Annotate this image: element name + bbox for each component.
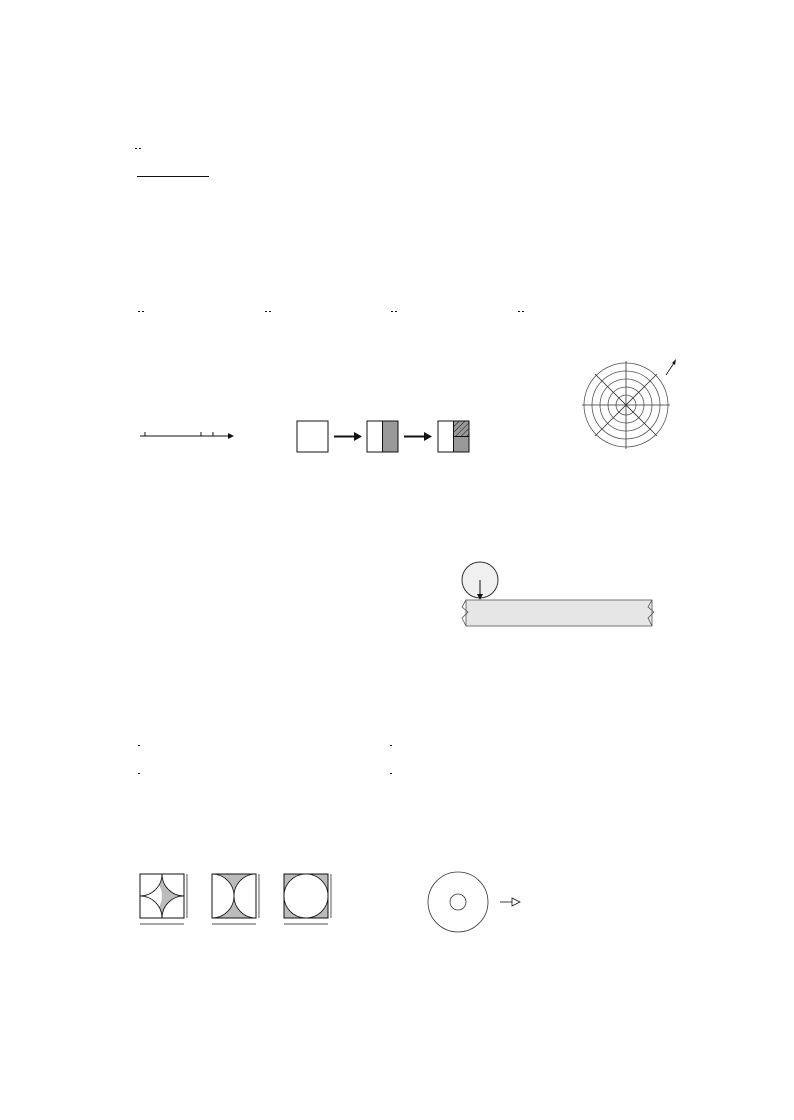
fraction: [391, 311, 393, 312]
annulus-figure: [424, 868, 684, 934]
q14-option-b[interactable]: [264, 301, 272, 321]
fraction: [138, 745, 140, 746]
fraction: [139, 148, 141, 149]
fraction: [269, 311, 271, 312]
q14-option-a[interactable]: [137, 301, 145, 321]
fraction: [390, 745, 392, 746]
numerator: [138, 745, 140, 746]
numerator: [390, 745, 392, 746]
fraction: [518, 311, 520, 312]
numerator: [135, 148, 137, 149]
q18-stem: [112, 638, 134, 658]
q13-stem: [112, 229, 134, 249]
fraction: [138, 773, 140, 774]
q16-stem: [112, 476, 134, 496]
q12-line2: [137, 163, 209, 183]
numerator: [395, 311, 397, 312]
shaded-area-figure: [136, 868, 336, 934]
fraction: [138, 311, 140, 312]
q19-option-b[interactable]: [389, 735, 393, 755]
fraction: [135, 148, 137, 149]
fraction: [395, 311, 397, 312]
q15-stem: [112, 329, 134, 349]
fraction: [390, 773, 392, 774]
fraction: [142, 311, 144, 312]
numerator: [265, 311, 267, 312]
q19-option-a[interactable]: [137, 735, 141, 755]
q14-option-d[interactable]: [517, 301, 525, 321]
numerator: [391, 311, 393, 312]
answer-blank[interactable]: [137, 164, 173, 177]
ruler-circle-figure: [456, 560, 658, 632]
numerator: [522, 311, 524, 312]
q14-option-c[interactable]: [390, 301, 398, 321]
q20-stem: [112, 796, 134, 816]
airport-position-figure: [576, 355, 682, 455]
numerator: [390, 773, 392, 774]
numerator: [269, 311, 271, 312]
paper-folding-figure: [296, 420, 476, 454]
numerator: [518, 311, 520, 312]
q19-option-d[interactable]: [389, 763, 393, 783]
q19-option-c[interactable]: [137, 763, 141, 783]
q12-line1: [112, 138, 142, 158]
q14-stem: [112, 277, 134, 297]
numerator: [142, 311, 144, 312]
fraction: [265, 311, 267, 312]
fraction: [522, 311, 524, 312]
q17-stem: [112, 543, 134, 563]
answer-blank[interactable]: [173, 164, 209, 177]
number-line-figure: [136, 425, 236, 447]
numerator: [138, 311, 140, 312]
numerator: [139, 148, 141, 149]
q19-stem: [112, 688, 134, 708]
numerator: [138, 773, 140, 774]
